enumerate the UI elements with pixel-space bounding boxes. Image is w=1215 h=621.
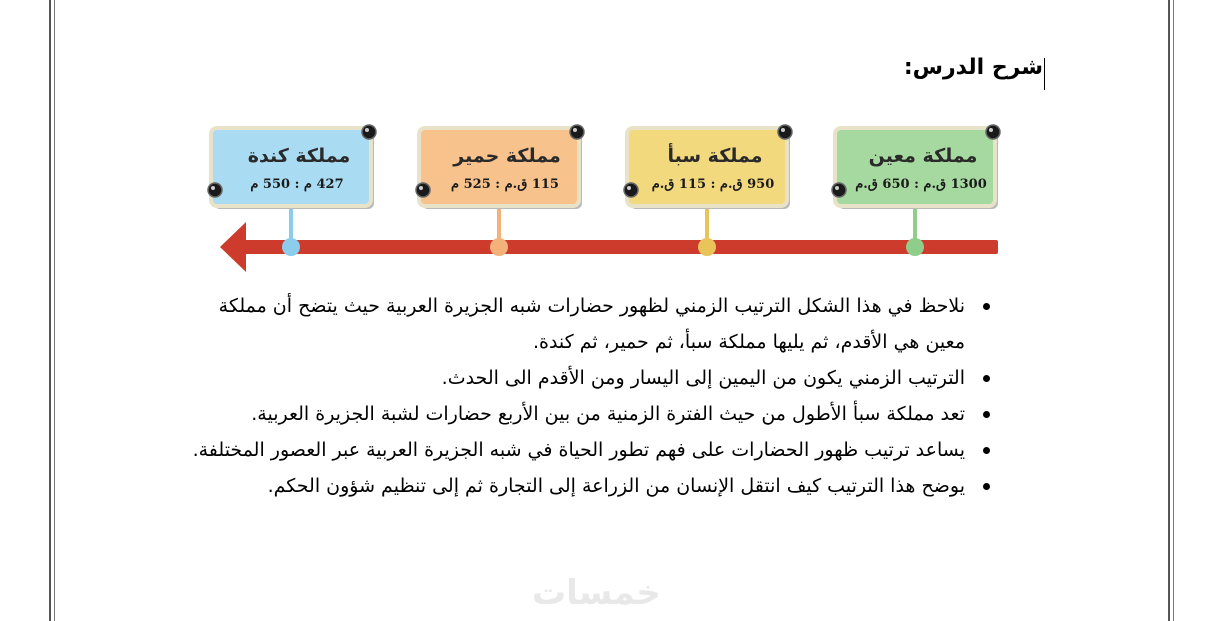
pin-icon — [624, 183, 638, 197]
kingdom-name: مملكة حمير — [453, 145, 561, 167]
pin-icon — [416, 183, 430, 197]
kingdom-dot — [282, 238, 300, 256]
kingdom-card — [624, 125, 792, 256]
watermark: خمسات — [532, 573, 661, 613]
list-item: نلاحظ في هذا الشكل الترتيب الزمني لظهور حضارات شبه الجزيرة العربية حيث يتضح أن مملكة معين هي الأقدم، ثم يليها مملكة سبأ، ثم حمير، ثم كندة. — [190, 288, 990, 360]
kingdom-range: 427 م : 550 م — [250, 177, 344, 192]
page-border-right-outer — [1168, 0, 1170, 621]
kingdom-range: 950 ق.م : 115 ق.م — [651, 177, 775, 192]
page-border-left-outer — [49, 0, 51, 621]
page-border-right-inner — [1173, 0, 1174, 621]
kingdom-card-body — [211, 128, 371, 206]
kingdom-dot — [906, 238, 924, 256]
list-item: يساعد ترتيب ظهور الحضارات على فهم تطور الحياة في شبه الجزيرة العربية عبر العصور المختلفة. — [190, 432, 990, 468]
text-cursor — [1044, 58, 1045, 90]
kingdom-name: مملكة سبأ — [667, 145, 763, 167]
kingdom-card — [416, 125, 584, 256]
kingdom-range: 115 ق.م : 525 م — [451, 177, 559, 192]
explanation-list — [190, 288, 990, 504]
lesson-heading: شرح الدرس: — [903, 55, 1043, 80]
pin-icon — [208, 183, 222, 197]
kingdom-card-body — [835, 128, 995, 206]
kingdom-name: مملكة كندة — [247, 145, 351, 167]
kingdom-name: مملكة معين — [868, 145, 978, 167]
list-item: الترتيب الزمني يكون من اليمين إلى اليسار ومن الأقدم الى الحدث. — [190, 360, 990, 396]
kingdom-range: 1300 ق.م : 650 ق.م — [855, 177, 987, 192]
pin-icon — [570, 125, 584, 139]
kingdom-card — [832, 125, 1000, 256]
kingdom-dot — [490, 238, 508, 256]
kingdom-card-body — [419, 128, 579, 206]
kingdom-card-body — [627, 128, 787, 206]
pin-icon — [778, 125, 792, 139]
timeline-arrow — [220, 222, 998, 272]
page-border-left-inner — [54, 0, 55, 621]
kingdom-dot — [698, 238, 716, 256]
list-item: يوضح هذا الترتيب كيف انتقل الإنسان من الزراعة إلى التجارة ثم إلى تنظيم شؤون الحكم. — [190, 468, 990, 504]
pin-icon — [832, 183, 846, 197]
list-item: تعد مملكة سبأ الأطول من حيث الفترة الزمنية من بين الأربع حضارات لشبة الجزيرة العربية. — [190, 396, 990, 432]
pin-icon — [362, 125, 376, 139]
kingdoms-timeline — [200, 118, 1010, 288]
pin-icon — [986, 125, 1000, 139]
